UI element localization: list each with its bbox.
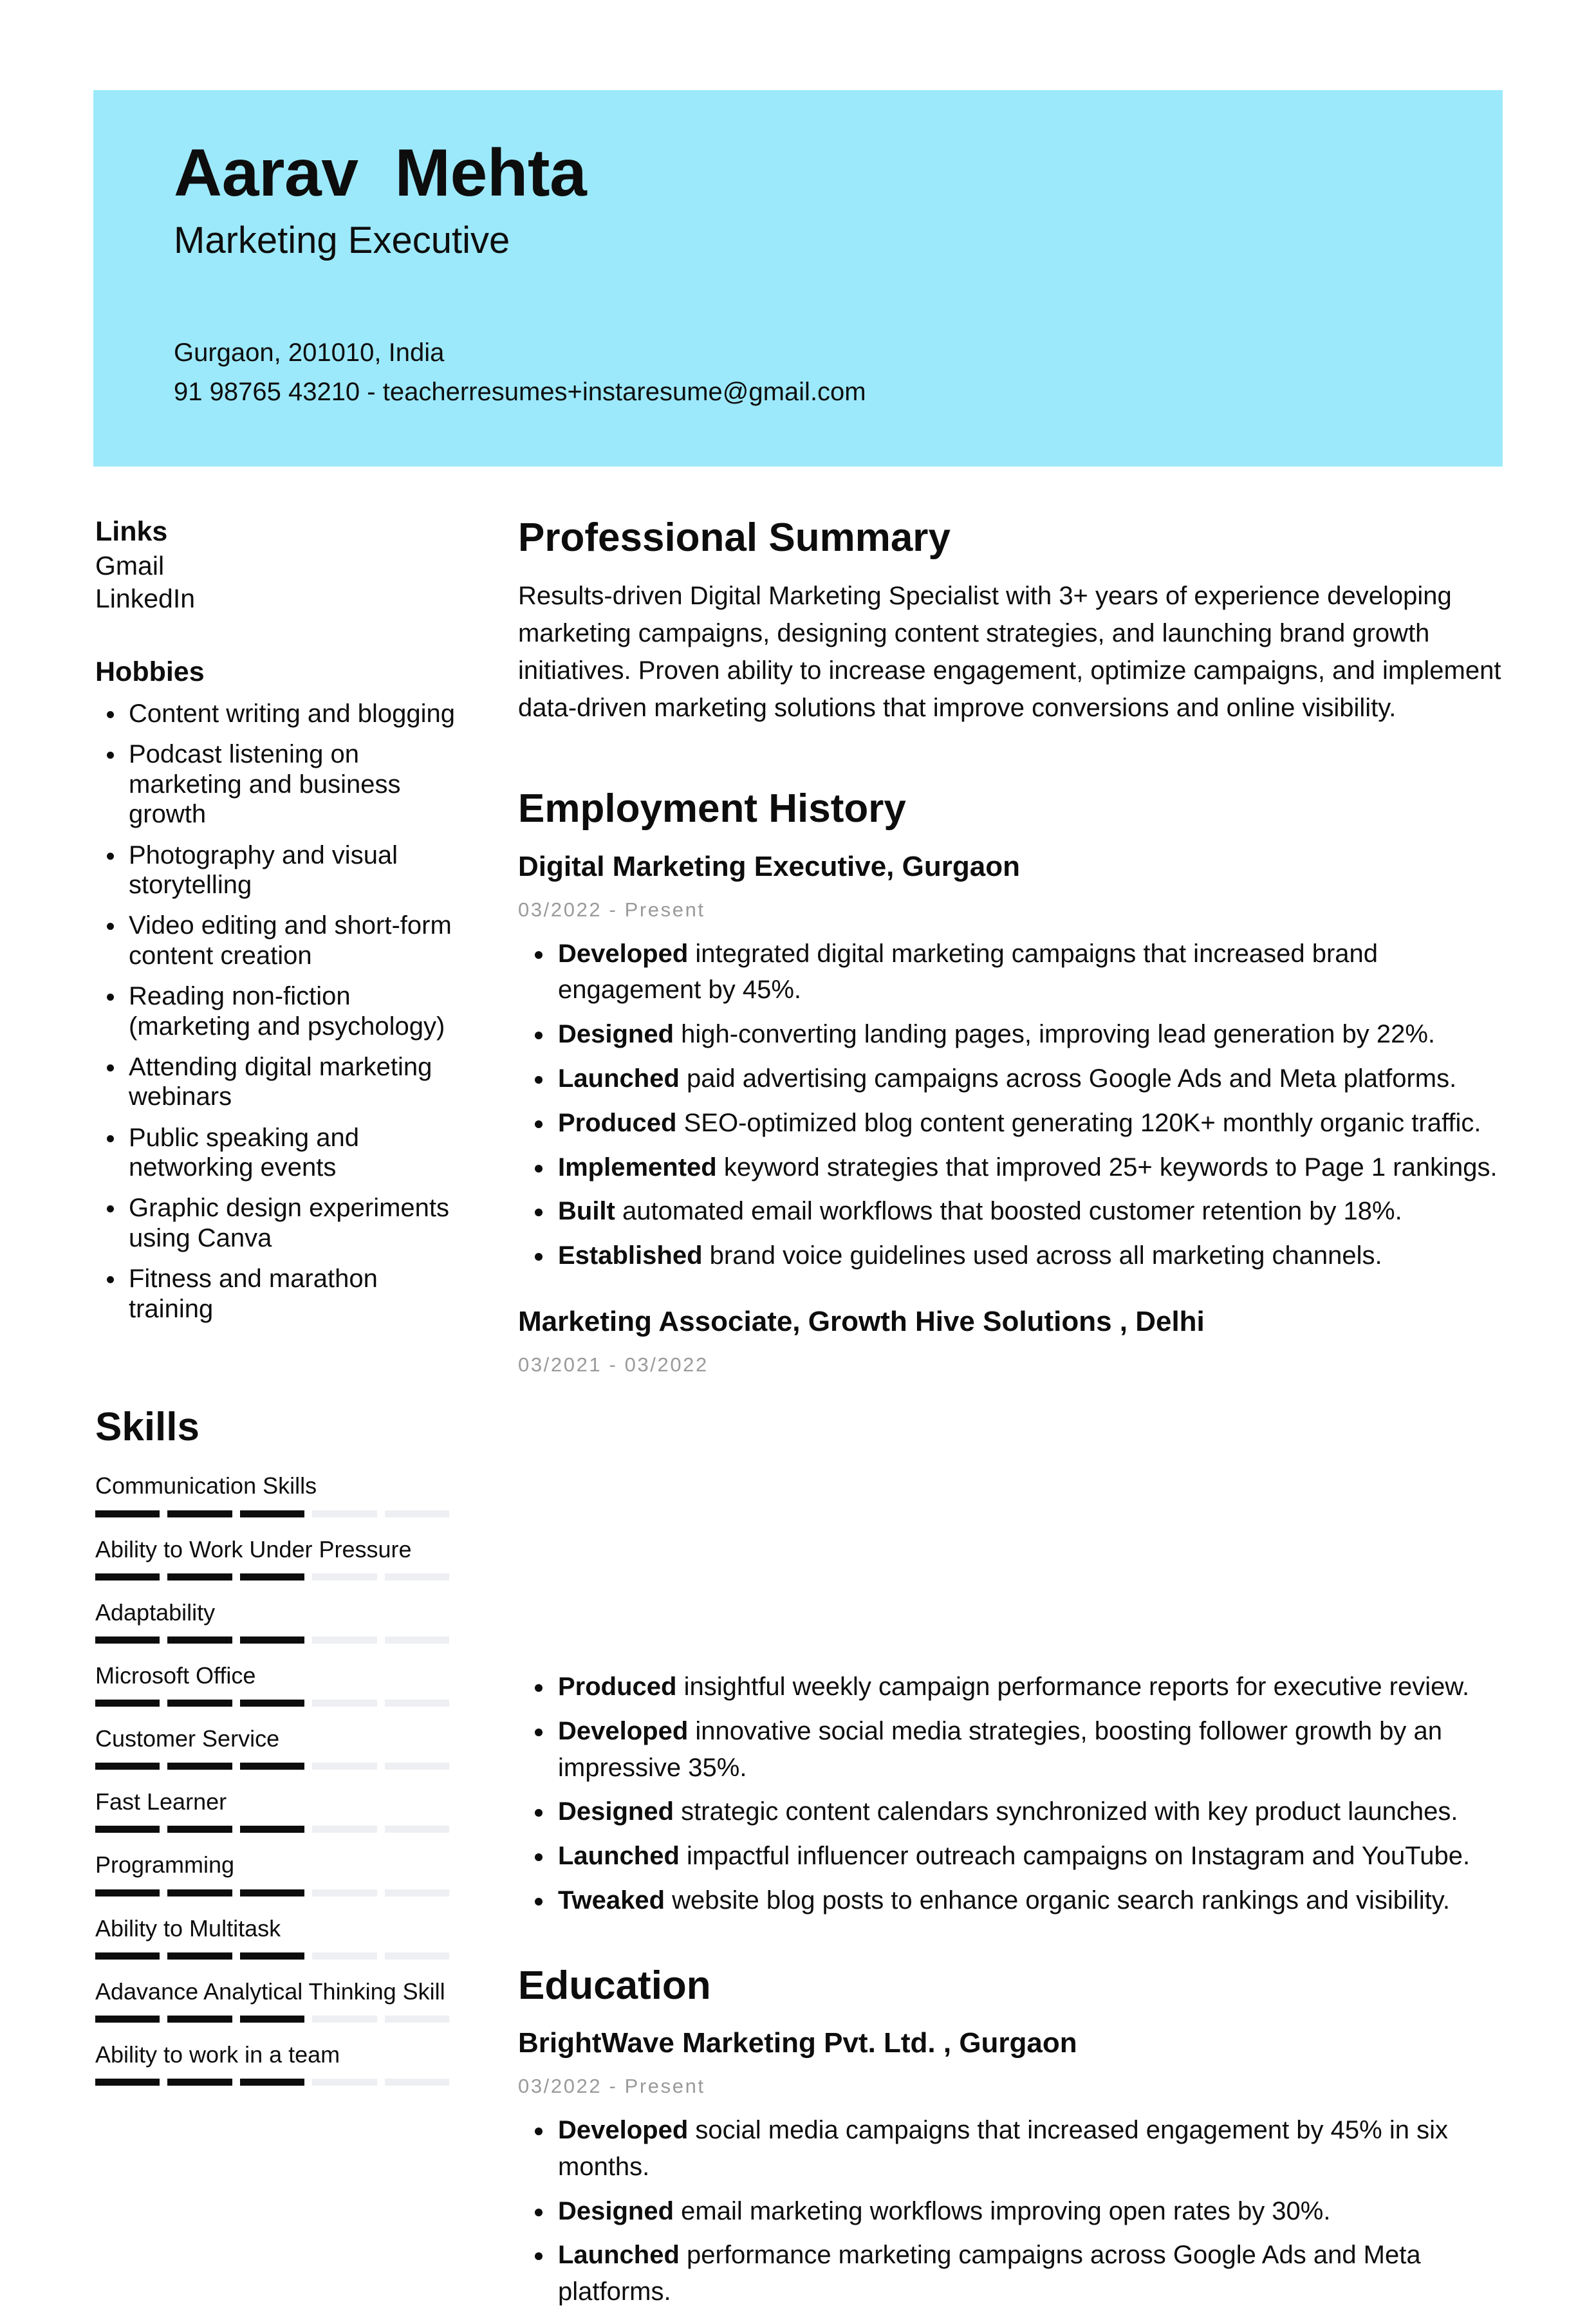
skill-rating-segment: [385, 1700, 449, 1707]
skill-rating-segment: [385, 2016, 449, 2023]
list-item: Public speaking and networking events: [95, 1123, 456, 1183]
list-item: Implemented keyword strategies that improved 25+ keywords to Page 1 rankings.: [518, 1149, 1509, 1186]
professional-summary-section: [518, 515, 1509, 727]
skill-label: Ability to work in a team: [95, 2041, 340, 2068]
skill-rating-segment: [385, 1826, 449, 1833]
spacer: [518, 1282, 1509, 1304]
duty-lead-verb: Built: [558, 1197, 615, 1226]
spacer: [518, 727, 1509, 786]
education-institution: BrightWave Marketing Pvt. Ltd. , Gurgaon: [518, 2027, 1077, 2059]
section-heading-employment: Employment History: [518, 786, 906, 831]
skill-rating-segment: [95, 1952, 160, 1960]
skill-rating-bar: [95, 2079, 449, 2086]
contact-location: Gurgaon, 201010, India: [174, 338, 445, 367]
links-section: [95, 515, 456, 615]
list-item: Built automated email workflows that boosted customer retention by 18%.: [518, 1193, 1509, 1230]
education-section: [518, 1963, 1509, 2310]
spacer: [95, 615, 456, 655]
skill-rating-segment: [95, 1889, 160, 1896]
list-item: Produced SEO-optimized blog content generating 120K+ monthly organic traffic.: [518, 1105, 1509, 1142]
list-item: Video editing and short-form content creation: [95, 911, 456, 970]
skill-rating-bar: [95, 1637, 449, 1644]
skill-row: [95, 1788, 456, 1833]
link-linkedin[interactable]: LinkedIn: [95, 584, 196, 613]
hobbies-section: [95, 655, 456, 1324]
skill-rating-segment: [240, 1637, 304, 1644]
skill-rating-segment: [240, 2079, 304, 2086]
skill-row: [95, 1725, 456, 1770]
job-duties-list: [518, 936, 1509, 1274]
list-item: Produced insightful weekly campaign performance reports for executive review.: [518, 1669, 1509, 1705]
skill-rating-segment: [167, 1700, 232, 1707]
duty-lead-verb: Established: [558, 1241, 703, 1270]
skill-rating-segment: [385, 1510, 449, 1517]
skill-rating-segment: [312, 1826, 376, 1833]
skill-row: [95, 1851, 456, 1896]
skill-rating-segment: [240, 1700, 304, 1707]
skill-label: Fast Learner: [95, 1788, 227, 1815]
list-item: Fitness and marathon training: [95, 1264, 456, 1324]
candidate-job-title: Marketing Executive: [174, 219, 510, 262]
contact-block: [174, 333, 1503, 412]
skill-row: [95, 2041, 456, 2086]
list-item: Launched paid advertising campaigns across Google Ads and Meta platforms.: [518, 1061, 1509, 1097]
list-item: Developed social media campaigns that increased engagement by 45% in six months.: [518, 2112, 1509, 2185]
skill-label: Adavance Analytical Thinking Skill: [95, 1978, 445, 2005]
duty-lead-verb: Launched: [558, 2241, 680, 2270]
spacer: [95, 1335, 456, 1404]
skill-row: [95, 1599, 456, 1644]
hobbies-list: [95, 699, 456, 1324]
skill-rating-segment: [385, 1763, 449, 1770]
skill-rating-bar: [95, 2016, 449, 2023]
employment-entry: [518, 1304, 1509, 1919]
skill-rating-segment: [385, 1952, 449, 1960]
skill-rating-bar: [95, 1763, 449, 1770]
skill-rating-segment: [95, 1510, 160, 1517]
links-heading: Links: [95, 516, 168, 547]
skill-rating-segment: [167, 1510, 232, 1517]
skill-rating-bar: [95, 1826, 449, 1833]
job-date-range: 03/2021 - 03/2022: [518, 1353, 709, 1376]
skill-rating-segment: [95, 1573, 160, 1581]
main-content: [518, 515, 1509, 2318]
skill-rating-segment: [240, 1889, 304, 1896]
skill-rating-segment: [385, 1637, 449, 1644]
skill-label: Communication Skills: [95, 1472, 317, 1499]
skill-rating-bar: [95, 1573, 449, 1581]
skill-rating-segment: [385, 2079, 449, 2086]
skill-label: Ability to Multitask: [95, 1915, 281, 1942]
list-item: Launched impactful influencer outreach campaigns on Instagram and YouTube.: [518, 1838, 1509, 1875]
list-item: Tweaked website blog posts to enhance organic search rankings and visibility.: [518, 1882, 1509, 1919]
skill-rating-segment: [312, 1637, 376, 1644]
skill-rating-segment: [167, 1826, 232, 1833]
list-item: Designed email marketing workflows improving open rates by 30%.: [518, 2193, 1509, 2230]
skill-rating-segment: [312, 1700, 376, 1707]
skill-rating-segment: [385, 1889, 449, 1896]
skill-rating-segment: [167, 1637, 232, 1644]
sidebar: [95, 515, 456, 2104]
skill-label: Programming: [95, 1851, 235, 1878]
contact-phone-email: 91 98765 43210 - teacherresumes+instaresume@gmail.com: [174, 377, 866, 406]
section-heading-education: Education: [518, 1963, 711, 2008]
skill-row: [95, 1978, 456, 2023]
skill-rating-segment: [312, 1510, 376, 1517]
education-duties-list: [518, 2112, 1509, 2310]
skill-row: [95, 1662, 456, 1707]
skill-rating-segment: [240, 1826, 304, 1833]
skill-rating-segment: [240, 1573, 304, 1581]
skill-rating-segment: [312, 2079, 376, 2086]
skill-rating-segment: [240, 1763, 304, 1770]
skill-rating-segment: [95, 1826, 160, 1833]
skill-label: Adaptability: [95, 1599, 216, 1626]
skill-rating-bar: [95, 1510, 449, 1517]
skill-rating-segment: [167, 1952, 232, 1960]
duty-lead-verb: Developed: [558, 939, 689, 968]
list-item: Photography and visual storytelling: [95, 840, 456, 900]
duty-lead-verb: Launched: [558, 1064, 680, 1093]
duty-lead-verb: Produced: [558, 1672, 677, 1701]
skill-rating-segment: [167, 1889, 232, 1896]
skill-rating-bar: [95, 1700, 449, 1707]
skill-row: [95, 1915, 456, 1960]
skill-rating-segment: [312, 1763, 376, 1770]
section-heading-summary: Professional Summary: [518, 515, 951, 560]
skills-section: [95, 1404, 456, 2086]
duty-lead-verb: Launched: [558, 1842, 680, 1871]
skill-row: [95, 1535, 456, 1581]
resume-header-banner: [93, 90, 1503, 467]
link-gmail[interactable]: Gmail: [95, 550, 165, 580]
skill-rating-segment: [95, 2016, 160, 2023]
skill-rating-bar: [95, 1889, 449, 1896]
skill-label: Customer Service: [95, 1725, 280, 1752]
employment-entry: [518, 849, 1509, 1274]
list-item: Developed integrated digital marketing campaigns that increased brand engagement by 45%.: [518, 936, 1509, 1009]
list-item: Graphic design experiments using Canva: [95, 1193, 456, 1253]
skill-rating-segment: [240, 1952, 304, 1960]
spacer: [518, 1927, 1509, 1963]
skill-rating-segment: [312, 1952, 376, 1960]
candidate-name: Aarav Mehta: [174, 136, 587, 210]
skill-rating-segment: [240, 2016, 304, 2023]
skill-rating-segment: [95, 1700, 160, 1707]
duty-lead-verb: Implemented: [558, 1153, 717, 1182]
skill-rating-segment: [240, 1510, 304, 1517]
skill-label: Microsoft Office: [95, 1662, 256, 1689]
skill-rating-segment: [167, 1763, 232, 1770]
skill-rating-segment: [95, 2079, 160, 2086]
skill-rating-segment: [385, 1573, 449, 1581]
duty-lead-verb: Tweaked: [558, 1886, 665, 1915]
list-item: Designed strategic content calendars synchronized with key product launches.: [518, 1794, 1509, 1830]
skill-rating-segment: [312, 1889, 376, 1896]
skills-list: [95, 1472, 456, 2086]
duty-lead-verb: Designed: [558, 2196, 674, 2225]
job-title: Digital Marketing Executive, Gurgaon: [518, 850, 1020, 882]
skill-rating-segment: [95, 1637, 160, 1644]
duty-lead-verb: Developed: [558, 2116, 689, 2145]
list-item: Podcast listening on marketing and business growth: [95, 739, 456, 829]
duty-lead-verb: Designed: [558, 1020, 674, 1049]
list-item: Reading non-fiction (marketing and psychology): [95, 981, 456, 1041]
hobbies-heading: Hobbies: [95, 656, 205, 688]
job-duties-list: [518, 1669, 1509, 1919]
list-item: Designed high-converting landing pages, improving lead generation by 22%.: [518, 1016, 1509, 1053]
education-date-range: 03/2022 - Present: [518, 2075, 705, 2098]
duty-lead-verb: Developed: [558, 1716, 689, 1745]
job-date-range: 03/2022 - Present: [518, 898, 705, 921]
job-title: Marketing Associate, Growth Hive Solutions , Delhi: [518, 1305, 1205, 1337]
employment-history-section: [518, 786, 1509, 1918]
skill-rating-segment: [167, 2016, 232, 2023]
duty-lead-verb: Designed: [558, 1797, 674, 1826]
skill-rating-segment: [167, 2079, 232, 2086]
skill-rating-bar: [95, 1952, 449, 1960]
skills-heading: Skills: [95, 1405, 200, 1450]
skill-rating-segment: [95, 1763, 160, 1770]
list-item: Launched performance marketing campaigns across Google Ads and Meta platforms.: [518, 2237, 1509, 2310]
education-entry: [518, 2025, 1509, 2310]
list-item: Developed innovative social media strategies, boosting follower growth by an impressive 35%.: [518, 1713, 1509, 1786]
skill-rating-segment: [167, 1573, 232, 1581]
skill-rating-segment: [312, 1573, 376, 1581]
skill-row: [95, 1472, 456, 1517]
list-item: Established brand voice guidelines used across all marketing channels.: [518, 1238, 1509, 1274]
page-break-gap: [518, 1391, 1509, 1669]
skill-label: Ability to Work Under Pressure: [95, 1535, 412, 1562]
summary-paragraph: Results-driven Digital Marketing Specialist with 3+ years of experience developing marketing campaigns, designing content strategies, and launching brand growth initiatives. Proven ability to increase engagement, optimize campaigns, and implement data-driven marketing solutions that improve conversions and online visibility.: [518, 582, 1501, 723]
skill-rating-segment: [312, 2016, 376, 2023]
list-item: Attending digital marketing webinars: [95, 1052, 456, 1112]
list-item: Content writing and blogging: [95, 699, 456, 728]
duty-lead-verb: Produced: [558, 1108, 677, 1137]
